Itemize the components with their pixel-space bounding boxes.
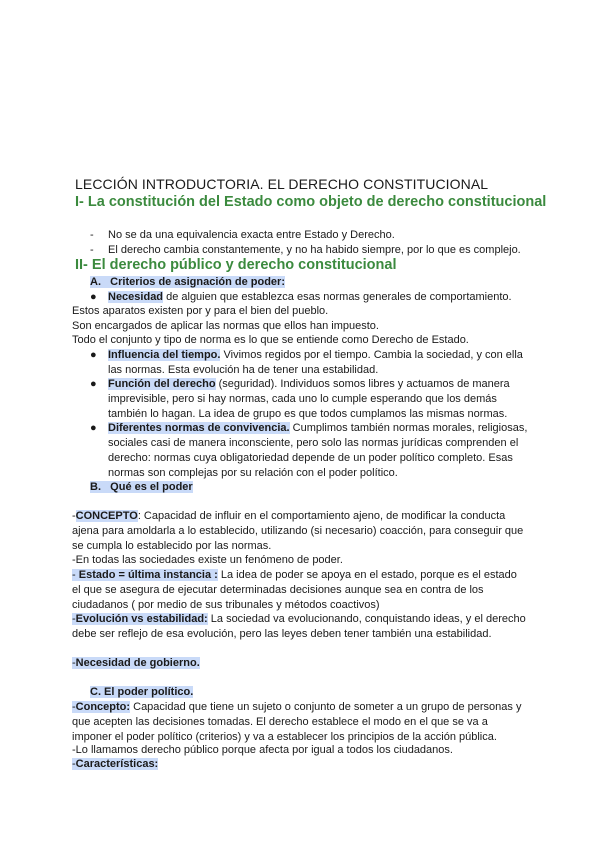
bullet-icon: ● (90, 378, 97, 390)
paragraph: Son encargados de aplicar las normas que ellos han impuesto. (72, 320, 379, 332)
paragraph-concepto: -CONCEPTO: Capacidad de influir en el comportamiento ajeno, de modificar la conducta ajena para amoldarla a lo establecido, utilizando (si necesario) coacción, para conseguir que se cumpla lo establecido por las normas. (72, 510, 524, 552)
paragraph-estado: - Estado = última instancia : La idea de poder se apoya en el estado, porque es el estado el que se asegura de ejecutar determinadas decisiones aunque sea en contra de los ciudadanos ( por medio de sus tribunales y métodos coactivos) (72, 569, 517, 611)
subsection-a: A. Criterios de asignación de poder: (90, 276, 285, 288)
concepto-c-text: Capacidad que tiene un sujeto o conjunto de someter a un grupo de personas y que acepten las decisiones tomadas. El derecho establece el modo en el que se va a imponer el poder político (criterios) y va a establecer los principios de la acción pública. (72, 701, 522, 743)
bullet-term: Influencia del tiempo. (108, 349, 221, 361)
dash-item-text: El derecho cambia constantemente, y no ha habido siempre, por lo que es complejo. (108, 244, 521, 256)
estado-text: La idea de poder se apoya en el estado, porque es el estado el que se asegura de ejecutar determinadas decisiones aunque sea en contra de los ciudadanos ( por medio de sus tribunales y métodos coactivos) (72, 569, 517, 611)
bullet-icon: ● (90, 349, 97, 361)
subsection-b-label: Qué es el poder (110, 481, 193, 493)
evolucion-term: Evolución vs estabilidad: (75, 613, 208, 625)
bullet-icon: ● (90, 422, 97, 434)
paragraph-evolucion: -Evolución vs estabilidad: La sociedad va evolucionando, conquistando ideas, y el derecho debe ser reflejo de esa evolución, pero las leyes deben tener también una estabilidad. (72, 613, 526, 640)
section-2-heading: II- El derecho público y derecho constitucional (75, 257, 397, 273)
section-1-heading: I- La constitución del Estado como objeto de derecho constitucional (75, 194, 547, 210)
evolucion-text: La sociedad va evolucionando, conquistando ideas, y el derecho debe ser reflejo de esa evolución, pero las leyes deben tener también una estabilidad. (72, 613, 526, 640)
bullet-text: Cumplimos también normas morales, religiosas, sociales casi de manera inconsciente, pero solo las normas jurídicas comprenden el derecho: normas cuya obligatoriedad depende de un poder político completo. Esas normas son complejas por su relación con el poder político. (108, 422, 528, 479)
subsection-b: B. Qué es el poder (90, 481, 193, 493)
paragraph: Estos aparatos existen por y para el bien del pueblo. (72, 305, 329, 317)
paragraph: -En todas las sociedades existe un fenómeno de poder. (72, 554, 343, 566)
subsection-c (90, 685, 193, 700)
concepto-text: : Capacidad de influir en el comportamiento ajeno, de modificar la conducta ajena para amoldarla a lo establecido, utilizando (si necesario) coacción, para conseguir que se cumpla lo establecido por las normas. (72, 510, 524, 552)
list-item (90, 290, 530, 305)
list-item (90, 421, 530, 481)
caracteristicas-term: Características: (75, 758, 159, 770)
bullet-text: (seguridad). Individuos somos libres y actuamos de manera imprevisible, pero si hay normas, cada uno lo cumple esperando que los demás también lo hagan. La idea de grupo es que todos cumplamos las mismas normas. (108, 378, 510, 420)
gobierno-term: Necesidad de gobierno. (75, 657, 200, 669)
paragraph-caracteristicas: -Características: (72, 758, 159, 770)
concepto-term: CONCEPTO (75, 510, 138, 522)
subsection-c-label: C. El poder político. (90, 686, 194, 698)
bullet-text: Vivimos regidos por el tiempo. Cambia la sociedad, y con ella las normas. Esta evolución ha de tener una estabilidad. (108, 349, 523, 376)
paragraph: Todo el conjunto y tipo de norma es lo que se entiende como Derecho de Estado. (72, 334, 469, 346)
document-title: LECCIÓN INTRODUCTORIA. EL DERECHO CONSTITUCIONAL (75, 176, 489, 192)
concepto-c-term: Concepto: (75, 701, 131, 713)
dash-item (90, 243, 521, 258)
paragraph: -Lo llamamos derecho público porque afecta por igual a todos los ciudadanos. (72, 744, 453, 756)
estado-term: Estado = última instancia : (78, 569, 218, 581)
list-item (90, 377, 530, 422)
subsection-a-label: Criterios de asignación de poder: (110, 276, 285, 288)
dash-marker: - (90, 229, 94, 241)
bullet-text: de alguien que establezca esas normas generales de comportamiento. (163, 291, 512, 303)
bullet-term: Necesidad (108, 291, 164, 303)
dash-marker: - (90, 244, 94, 256)
paragraph-concepto-c: -Concepto: Capacidad que tiene un sujeto o conjunto de someter a un grupo de personas y que acepten las decisiones tomadas. El derecho establece el modo en el que se va a imponer el poder político (criterios) y va a establecer los principios de la acción pública. (72, 701, 522, 743)
paragraph-gobierno: -Necesidad de gobierno. (72, 657, 200, 669)
bullet-term: Función del derecho (108, 378, 216, 390)
bullet-term: Diferentes normas de convivencia. (108, 422, 290, 434)
dash-item (90, 228, 395, 243)
list-item (90, 348, 530, 378)
bullet-icon: ● (90, 291, 97, 303)
dash-item-text: No se da una equivalencia exacta entre Estado y Derecho. (108, 229, 395, 241)
